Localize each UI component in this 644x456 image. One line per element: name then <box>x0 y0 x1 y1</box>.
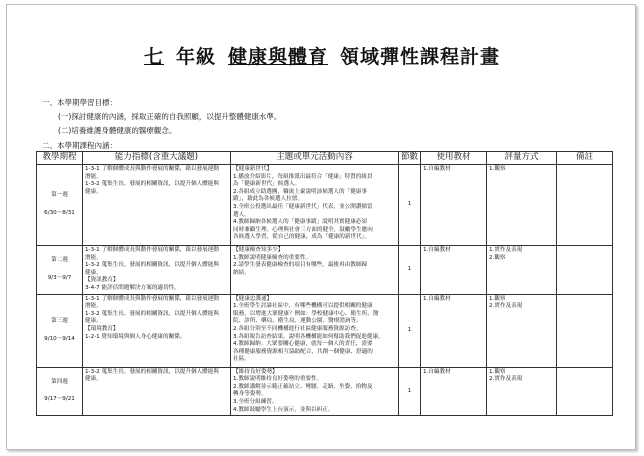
week-cell <box>37 165 83 246</box>
note-cell <box>557 367 613 416</box>
content-line: 4.教師歸納各候選人的「健康事蹟」說明其實健康必須 <box>233 219 367 226</box>
content-line: 【健康新世代】 <box>233 166 273 172</box>
indicator-line: 1-3-1 了解個體成長與動作發展的關係，藉以發展運動 <box>85 166 219 172</box>
periods-cell <box>399 294 421 367</box>
material-cell <box>421 294 487 367</box>
indicator-line: 【資訊教育】 <box>85 277 119 284</box>
content-line: 1.播放介紹影片，每組推派出最符合「健康」特質的組員 <box>233 173 373 180</box>
periods-value: 1 <box>407 201 412 208</box>
content-line: 1.全班學生討論社區中，有哪些機構可以提供相關的健康 <box>233 303 373 310</box>
page-title <box>0 42 644 69</box>
content-line: 2.請學生發表健康檢查的項目有哪些，最後再由教師歸 <box>233 262 367 269</box>
indicator-line: 健康。 <box>85 376 102 383</box>
content-line: 為「健康新世代」候選人。 <box>233 181 301 188</box>
material-cell <box>421 367 487 416</box>
indicator-line: 【環境教育】 <box>85 325 119 332</box>
indicator-line: 健康。 <box>85 269 102 276</box>
assessment-item: 1.觀察 <box>489 166 506 172</box>
periods-value: 1 <box>407 326 412 333</box>
content-line: 2.各組分別至不同機構進行社區健康服務資源訪查。 <box>233 325 362 332</box>
content-line: 1.教師說明維持良好姿勢的重要性。 <box>233 376 323 383</box>
indicator-line: 1-3-2 蒐集生長、發展的相關資訊，以提升個人體能與 <box>85 262 219 269</box>
indicator-line: 潛能。 <box>85 303 102 310</box>
content-line: 3.全班公投選出最佳「健康新世代」代表，並公開讚揚當 <box>233 203 373 210</box>
content-line: 3.各組報告訪查結果，說明各機構能如何幫助我們促進健康。 <box>233 333 384 340</box>
material-value: 1.自編教材 <box>423 166 451 172</box>
material-value: 1.自編教材 <box>423 295 451 302</box>
content-line: 2.教師講解並示範正確站立、彎腰、走路、坐姿、拾物及 <box>233 383 373 390</box>
indicators-cell <box>83 367 231 416</box>
periods-value: 1 <box>407 387 412 394</box>
week-dates: 9/3～9/7 <box>47 274 72 281</box>
material-cell <box>421 165 487 246</box>
title-grade-label: 年級 <box>175 46 216 68</box>
indicator-line: 1-3-1 了解個體成長與動作發展的關係，藉以發展運動 <box>85 247 219 253</box>
week-label: 第二週 <box>51 257 68 264</box>
header-note: 備註 <box>557 152 613 165</box>
content-line: 蹟」，藉此為各候選人拉票。 <box>233 196 303 203</box>
indicator-line: 1-2-1 覺知環境與個人身心健康的關係。 <box>85 333 186 340</box>
indicator-line: 健康。 <box>85 188 102 195</box>
content-line: 【健康忠護通】 <box>233 295 273 302</box>
content-line: 社區。 <box>233 356 250 363</box>
table-row <box>37 294 613 367</box>
content-line: 各候選人學習，從自己的健康，成為「健康的新世代」。 <box>233 234 371 241</box>
material-value: 1.自編教材 <box>423 247 451 253</box>
week-dates: 9/17～9/21 <box>44 396 75 403</box>
material-cell <box>421 246 487 295</box>
material-value: 1.自編教材 <box>423 368 451 375</box>
indicator-line: 潛能。 <box>85 254 102 261</box>
indicator-line: 潛能。 <box>85 173 102 180</box>
content-line: 3.全班分組練習。 <box>233 398 278 405</box>
indicator-line: 1-3-2 蒐集生長、發展的相關資訊，以提升個人體能與 <box>85 310 219 317</box>
week-label: 第三週 <box>51 317 68 324</box>
content-line: 2.各組成立助選團，輪流上臺說明該候選人的「健康事 <box>233 188 367 195</box>
table-row <box>37 165 613 246</box>
periods-cell <box>399 165 421 246</box>
note-cell <box>557 246 613 295</box>
assessment-item: 2.實作及表現 <box>489 376 523 383</box>
note-cell <box>557 165 613 246</box>
content-line: 4.教師鼓勵學生上台演示，並與以糾正。 <box>233 406 334 413</box>
assessment-item: 1.觀察 <box>489 295 506 302</box>
periods-cell <box>399 367 421 416</box>
goal-item-1: (一)探討健康的內涵，採取正確的自我照顧，以提升整體健康水準。 <box>58 112 282 121</box>
week-dates: 6/30～8/31 <box>44 210 75 216</box>
content-line: 選人。 <box>233 211 250 218</box>
assessment-item: 1.觀察 <box>489 368 506 375</box>
assessment-cell <box>487 294 557 367</box>
periods-cell <box>399 246 421 295</box>
goal-item-2: (二)培養維護身體健康的醫療觀念。 <box>58 126 177 135</box>
assessment-item: 2.觀察 <box>489 254 506 261</box>
indicator-line: 3-4-7 能評估問題解決方案的適切性。 <box>85 284 180 291</box>
content-line: 轉身等姿勢。 <box>233 391 267 398</box>
assessment-item: 2.實作及表現 <box>489 303 523 310</box>
indicator-line: 1-3-1 了解個體成長與動作發展的關係，藉以發展運動 <box>85 295 219 302</box>
assessment-cell <box>487 367 557 416</box>
content-line: 1.教師說明健康檢查的重要性。 <box>233 254 312 261</box>
indicators-cell <box>83 165 231 246</box>
indicator-line: 1-3-2 蒐集生長、發展的相關資訊，以提升個人體能與 <box>85 368 219 375</box>
assessment-item: 1.實作及表現 <box>489 247 523 253</box>
title-subject: 健康與體育 <box>228 46 329 68</box>
periods-value: 1 <box>407 265 412 272</box>
content-line: 院、診所、藥局、衛生局、運動公園、醫療諮詢等。 <box>233 318 362 325</box>
course-plan-table <box>36 151 613 416</box>
header-weeks: 教學期程 <box>37 152 83 165</box>
section2-heading: 二、本學期課程內涵： <box>42 141 117 150</box>
assessment-cell <box>487 246 557 295</box>
content-line: 同時兼顧生理、心理與社會三方面的健全，鼓勵學生應向 <box>233 226 373 233</box>
content-line: 【維持良好姿勢】 <box>233 368 278 375</box>
content-cell <box>231 367 399 416</box>
assessment-cell <box>487 165 557 246</box>
header-indicators: 能力指標(含重大議題) <box>83 152 231 165</box>
content-line: 各種健康服務資源相互協助配合，共創一個健康、舒適的 <box>233 348 373 355</box>
table-row <box>37 246 613 295</box>
title-grade: 七 <box>143 46 164 68</box>
section1-heading: 一、本學期學習目標： <box>42 98 117 107</box>
header-assessment: 評量方式 <box>487 152 557 165</box>
week-cell <box>37 294 83 367</box>
content-cell <box>231 246 399 295</box>
note-cell <box>557 294 613 367</box>
week-cell <box>37 246 83 295</box>
content-cell <box>231 294 399 367</box>
indicators-cell <box>83 294 231 367</box>
table-row <box>37 367 613 416</box>
table-header-row <box>37 152 613 165</box>
header-material: 使用教材 <box>421 152 487 165</box>
indicator-line: 健康。 <box>85 318 102 325</box>
content-line: 納結。 <box>233 269 250 276</box>
content-line: 【健康檢查知多少】 <box>233 247 284 253</box>
week-dates: 9/10～9/14 <box>44 335 75 342</box>
header-content: 主題或單元活動內容 <box>231 152 399 165</box>
content-cell <box>231 165 399 246</box>
week-label: 第一週 <box>51 192 68 199</box>
week-label: 第四週 <box>51 378 68 385</box>
week-cell <box>37 367 83 416</box>
indicators-cell <box>83 246 231 295</box>
content-line: 服務，以增進大眾健康？例如：學校健康中心、衛生所、醫 <box>233 310 379 317</box>
header-periods: 節數 <box>399 152 421 165</box>
indicator-line: 1-3-2 蒐集生長、發展的相關資訊，以提升個人體能與 <box>85 181 219 188</box>
content-line: 4.教師歸納：大眾要關心健康，就每一個人的責任，需要 <box>233 341 373 348</box>
title-rest: 領域彈性課程計畫 <box>340 46 501 68</box>
